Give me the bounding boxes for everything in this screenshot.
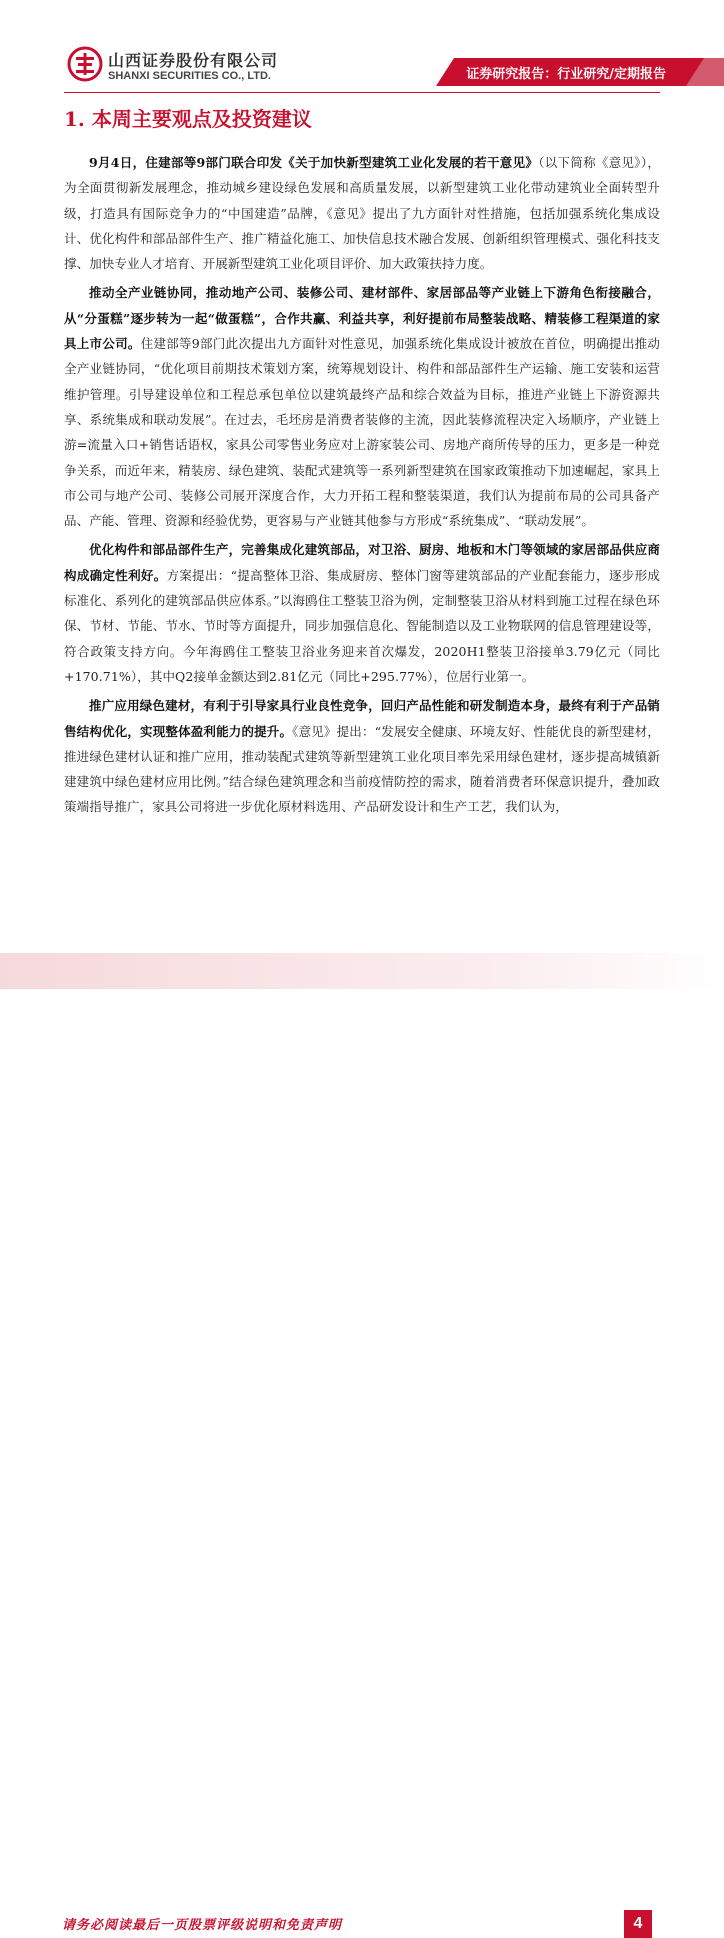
header-divider [64,92,660,93]
company-name-cn: 山西证券股份有限公司 [108,51,279,70]
paragraph-text: 《意见》提出：“发展安全健康、环境友好、性能优良的新型建材，推进绿色建材认证和推广应用，推动装配式建筑等新型建筑工业化项目率先采用绿色建材，逐步提高城镇新建建筑中绿色建材应用比例。”结合绿色建筑理念和当前疫情防控的需求，随着消费者环保意识提升，叠加政策端指导推广，家具公司将进一步优化原材料选用、产品研发设计和生产工艺，我们认为， [64,723,660,815]
page-header [0,0,724,100]
paragraph-policy-release [64,150,660,276]
paragraph-green-materials [64,693,660,819]
paragraph-lead: 推广应用绿色建材，有利于引导家具行业良性竞争，回归产品性能和研发制造本身，最终有利于产品销售结构优化，实现整体盈利能力的提升。 [64,698,660,739]
page-number-badge: 4 [624,1910,652,1938]
paragraph-lead: 推动全产业链协同，推动地产公司、装修公司、建材部件、家居部品等产业链上下游角色衔接融合，从“分蛋糕”逐步转为一起“做蛋糕”，合作共赢、利益共享，利好提前布局整装战略、精装修工程渠道的家具上市公司。 [64,285,660,352]
paragraph-components [64,537,660,689]
paragraph-text: 方案提出：“提高整体卫浴、集成厨房、整体门窗等建筑部品的产业配套能力，逐步形成标准化、系列化的建筑部品供应体系。”以海鸥住工整装卫浴为例，定制整装卫浴从材料到施工过程在绿色环保、节材、节能、节水、节时等方面提升，同步加强信息化、智能制造以及工业物联网的信息管理建设等，符合政策支持方向。今年海鸥住工整装卫浴业务迎来首次爆发，2020H1整装卫浴接单3.79亿元（同比+170.71%），其中Q2接单金额达到2.81亿元（同比+295.77%），位居行业第一。 [64,567,660,684]
paragraph-text: 住建部等9部门此次提出九方面针对性意见，加强系统化集成设计被放在首位，明确提出推动全产业链协同，“优化项目前期技术策划方案，统筹规划设计、构件和部品部件生产运输、施工安装和运营维护管理。引导建设单位和工程总承包单位以建筑最终产品和综合效益为目标，推进产业链上下游资源共享、系统集成和联动发展”。在过去，毛坯房是消费者装修的主流，因此装修流程决定入场顺序，产业链上游=流量入口+销售话语权，家具公司零售业务应对上游家装公司、房地产商所传导的压力，更多是一种竞争关系，而近年来，精装房、绿色建筑、装配式建筑等一系列新型建筑在国家政策推动下加速崛起，家具上市公司与地产公司、装修公司展开深度合作，大力开拓工程和整装渠道，我们认为提前布局的公司具备产品、产能、管理、资源和经验优势，更容易与产业链其他参与方形成“系统集成”、“联动发展”。 [64,336,660,529]
company-name-en: SHANXI SECURITIES CO., LTD. [108,70,271,82]
paragraph-industry-chain [64,280,660,533]
body-content [64,150,660,824]
footer-disclaimer: 请务必阅读最后一页股票评级说明和免责声明 [62,1918,343,1933]
section-title: 1. 本周主要观点及投资建议 [64,107,312,131]
report-type-band [436,58,724,86]
shanxi-securities-logo-icon [66,45,104,83]
page-footer [0,953,724,1933]
paragraph-text: （以下简称《意见》），为全面贯彻新发展理念，推动城乡建设绿色发展和高质量发展，以新型建筑工业化带动建筑业全面转型升级，打造具有国际竞争力的“中国建造”品牌，《意见》提出了九方面针对性措施，包括加强系统化集成设计、优化构件和部品部件生产、推广精益化施工、加快信息技术融合发展、创新组织管理模式、强化科技支撑、加快专业人才培育、开展新型建筑工业化项目评价、加大政策扶持力度。 [64,155,660,272]
paragraph-lead: 9月4日，住建部等9部门联合印发《关于加快新型建筑工业化发展的若干意见》 [89,155,539,170]
footer-gradient-band [0,953,724,989]
report-type-label: 证券研究报告：行业研究/定期报告 [466,67,666,82]
paragraph-lead: 优化构件和部品部件生产，完善集成化建筑部品，对卫浴、厨房、地板和木门等领域的家居部品供应商构成确定性利好。 [64,542,660,583]
